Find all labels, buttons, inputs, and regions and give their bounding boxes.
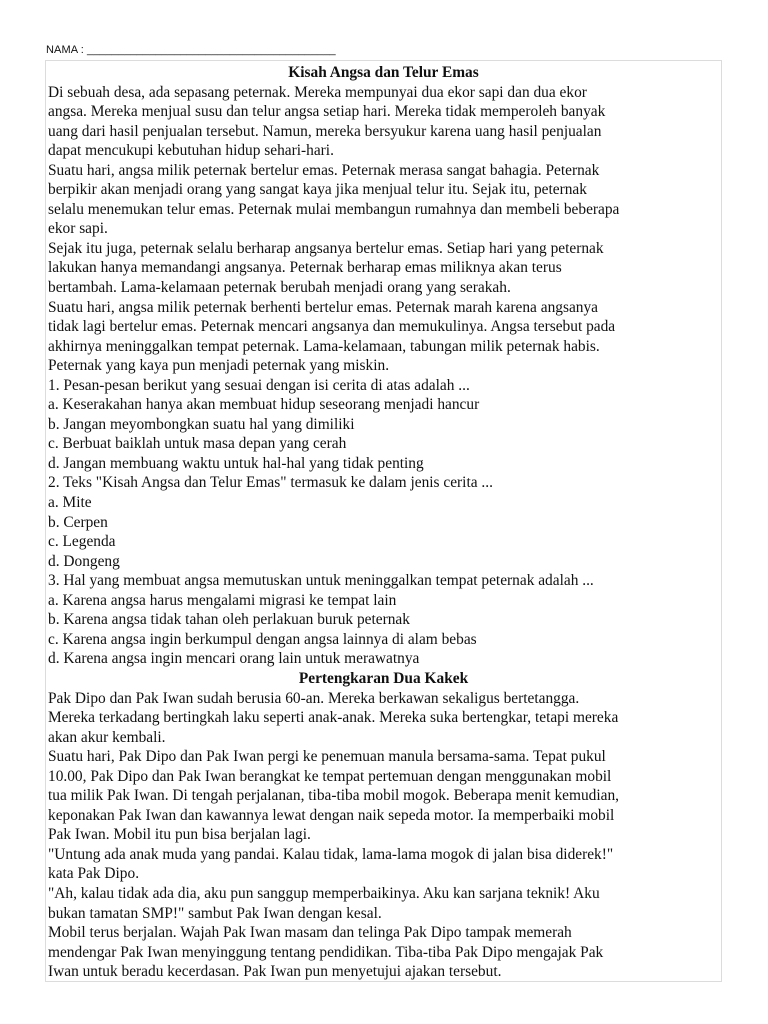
text-line: Pak Iwan. Mobil itu pun bisa berjalan lagi.: [48, 826, 311, 844]
text-line: Mobil terus berjalan. Wajah Pak Iwan masam dan telinga Pak Dipo tampak memerah: [48, 924, 572, 942]
text-line: Mereka terkadang bertingkah laku seperti anak-anak. Mereka suka bertengkar, tetapi mereka: [48, 709, 619, 727]
text-line: ekor sapi.: [48, 220, 108, 238]
text-line: a. Karena angsa harus mengalami migrasi ke tempat lain: [48, 591, 397, 609]
text-line: 1. Pesan-pesan berikut yang sesuai dengan isi cerita di atas adalah ...: [48, 376, 470, 394]
text-line: Di sebuah desa, ada sepasang peternak. Mereka mempunyai dua ekor sapi dan dua ekor: [48, 83, 587, 101]
text-line: tua milik Pak Iwan. Di tengah perjalanan, tiba-tiba mobil mogok. Beberapa menit kemudian,: [48, 787, 620, 805]
text-line: Pak Dipo dan Pak Iwan sudah berusia 60-an. Mereka berkawan sekaligus bertetangga.: [48, 689, 580, 707]
text-line: c. Berbuat baiklah untuk masa depan yang cerah: [48, 435, 347, 453]
text-line: "Ah, kalau tidak ada dia, aku pun sanggup memperbaikinya. Aku kan sarjana teknik! Aku: [48, 884, 600, 902]
worksheet-body: [45, 60, 722, 982]
text-line: uang dari hasil penjualan tersebut. Namun, mereka bersyukur karena uang hasil penjualan: [48, 122, 602, 140]
text-line: a. Mite: [48, 494, 92, 512]
text-line: b. Jangan meyombongkan suatu hal yang dimiliki: [48, 415, 355, 433]
text-line: kata Pak Dipo.: [48, 865, 140, 883]
text-line: Suatu hari, Pak Dipo dan Pak Iwan pergi ke penemuan manula bersama-sama. Tepat pukul: [48, 748, 606, 766]
text-line: bukan tamatan SMP!" sambut Pak Iwan dengan kesal.: [48, 904, 382, 922]
text-line: bertambah. Lama-kelamaan peternak berubah menjadi orang yang serakah.: [48, 279, 511, 297]
section-title: Pertengkaran Dua Kakek: [298, 669, 469, 687]
text-line: c. Karena angsa ingin berkumpul dengan angsa lainnya di alam bebas: [48, 630, 477, 648]
text-line: Suatu hari, angsa milik peternak berhenti bertelur emas. Peternak marah karena angsanya: [48, 298, 598, 316]
text-line: b. Cerpen: [48, 513, 108, 531]
text-line: mendengar Pak Iwan menyinggung tentang pendidikan. Tiba-tiba Pak Dipo mengajak Pak: [48, 943, 604, 961]
name-field-label: NAMA : ________________________________________: [46, 44, 336, 56]
text-line: dapat mencukupi kebutuhan hidup sehari-hari.: [48, 142, 334, 160]
text-line: Sejak itu juga, peternak selalu berharap angsanya bertelur emas. Setiap hari yang peternak: [48, 239, 604, 257]
text-line: angsa. Mereka menjual susu dan telur angsa setiap hari. Mereka tidak memperoleh banyak: [48, 103, 606, 121]
text-line: 10.00, Pak Dipo dan Pak Iwan berangkat ke tempat pertemuan dengan menggunakan mobil: [48, 767, 612, 785]
text-line: c. Legenda: [48, 533, 116, 551]
text-line: keponakan Pak Iwan dan kawannya lewat dengan naik sepeda motor. Ia memperbaiki mobil: [48, 806, 615, 824]
text-line: "Untung ada anak muda yang pandai. Kalau tidak, lama-lama mogok di jalan bisa diderek!": [48, 845, 614, 863]
text-line: Iwan untuk beradu kecerdasan. Pak Iwan pun menyetujui ajakan tersebut.: [48, 963, 502, 981]
text-line: Peternak yang kaya pun menjadi peternak yang miskin.: [48, 357, 390, 375]
text-line: 2. Teks "Kisah Angsa dan Telur Emas" termasuk ke dalam jenis cerita ...: [48, 474, 493, 492]
text-line: akhirnya meninggalkan tempat peternak. Lama-kelamaan, tabungan milik peternak habis.: [48, 337, 600, 355]
text-line: lakukan hanya memandangi angsanya. Peternak berharap emas miliknya akan terus: [48, 259, 562, 277]
text-line: akan akur kembali.: [48, 728, 166, 746]
text-line: Suatu hari, angsa milik peternak bertelur emas. Peternak merasa sangat bahagia. Peternak: [48, 161, 600, 179]
text-line: tidak lagi bertelur emas. Peternak mencari angsanya dan memukulinya. Angsa tersebut pada: [48, 318, 616, 336]
text-line: selalu menemukan telur emas. Peternak mulai membangun rumahnya dan membeli beberapa: [48, 200, 620, 218]
section-title: Kisah Angsa dan Telur Emas: [288, 64, 479, 81]
text-line: 3. Hal yang membuat angsa memutuskan untuk meninggalkan tempat peternak adalah ...: [48, 572, 594, 590]
text-line: a. Keserakahan hanya akan membuat hidup seseorang menjadi hancur: [48, 396, 480, 414]
text-line: b. Karena angsa tidak tahan oleh perlakuan buruk peternak: [48, 611, 410, 629]
text-line: berpikir akan menjadi orang yang sangat kaya jika menjual telur itu. Sejak itu, peternak: [48, 181, 587, 199]
text-line: d. Jangan membuang waktu untuk hal-hal yang tidak penting: [48, 454, 424, 472]
text-line: d. Karena angsa ingin mencari orang lain untuk merawatnya: [48, 650, 420, 668]
text-line: d. Dongeng: [48, 552, 120, 570]
